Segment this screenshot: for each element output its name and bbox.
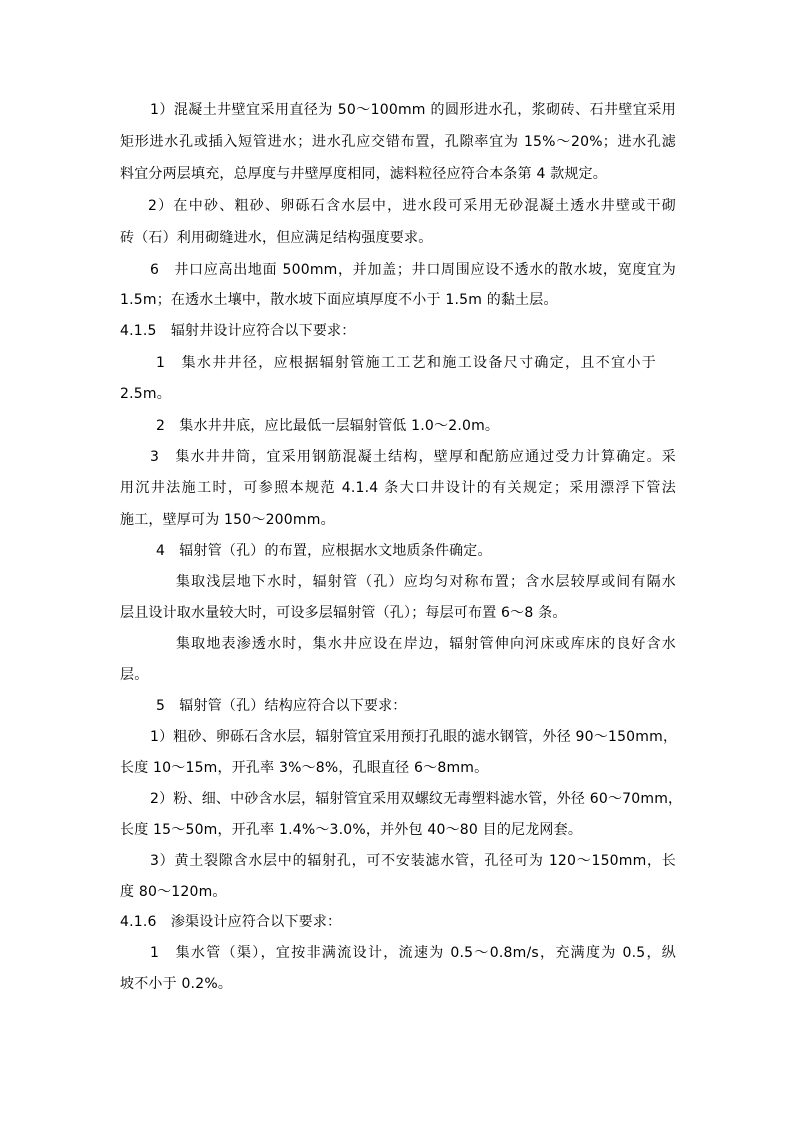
paragraph-line: 施工，壁厚可为 150～200mm。 xyxy=(120,512,335,528)
paragraph-line: 度 80～120m。 xyxy=(120,884,227,900)
paragraph-line: 用沉井法施工时，可参照本规范 4.1.4 条大口井设计的有关规定；采用漂浮下管法 xyxy=(120,480,676,496)
paragraph-line: 层且设计取水量较大时，可设多层辐射管（孔）；每层可布置 6～8 条。 xyxy=(120,605,567,621)
paragraph-line: 4 辐射管（孔）的布置，应根据水文地质条件确定。 xyxy=(156,543,492,559)
paragraph-line: 3 集水井井筒，宜采用钢筋混凝土结构，壁厚和配筋应通过受力计算确定。采 xyxy=(150,449,676,465)
paragraph-line: 集取浅层地下水时，辐射管（孔）应均匀对称布置；含水层较厚或间有隔水 xyxy=(176,574,676,590)
section-heading: 4.1.6 渗渠设计应符合以下要求： xyxy=(120,914,342,930)
paragraph-line: 集取地表渗透水时，集水井应设在岸边，辐射管伸向河床或库床的良好含水 xyxy=(176,636,676,652)
paragraph-line: 1）混凝土井壁宜采用直径为 50～100mm 的圆形进水孔，浆砌砖、石井壁宜采用 xyxy=(150,102,676,118)
paragraph-line: 长度 15～50m，开孔率 1.4%～3.0%，并外包 40～80 目的尼龙网套。 xyxy=(120,822,583,838)
paragraph-line: 1.5m；在透水土壤中，散水坡下面应填厚度不小于 1.5m 的黏土层。 xyxy=(120,292,558,308)
paragraph-line: 1）粗砂、卵砾石含水层，辐射管宜采用预打孔眼的滤水钢管，外径 90～150mm， xyxy=(150,729,678,745)
paragraph-line: 6 井口应高出地面 500mm，并加盖；井口周围应设不透水的散水坡，宽度宜为 xyxy=(150,262,676,278)
paragraph-line: 长度 10～15m，开孔率 3%～8%，孔眼直径 6～8mm。 xyxy=(120,760,489,776)
paragraph-line: 砖（石）利用砌缝进水，但应满足结构强度要求。 xyxy=(120,230,433,246)
paragraph-line: 2）在中砂、粗砂、卵砾石含水层中，进水段可采用无砂混凝土透水井壁或干砌 xyxy=(148,198,676,214)
paragraph-line: 2.5m。 xyxy=(120,386,171,402)
paragraph-line: 2）粉、细、中砂含水层，辐射管宜采用双螺纹无毒塑料滤水管，外径 60～70mm， xyxy=(150,791,683,807)
paragraph-line: 坡不小于 0.2%。 xyxy=(120,976,233,992)
paragraph-line: 矩形进水孔或插入短管进水；进水孔应交错布置，孔隙率宜为 15%～20%；进水孔滤 xyxy=(120,134,676,150)
paragraph-line: 5 辐射管（孔）结构应符合以下要求： xyxy=(156,698,407,714)
paragraph-line: 1 集水管（渠），宜按非满流设计，流速为 0.5～0.8m/s，充满度为 0.5，纵 xyxy=(150,945,676,961)
paragraph-line: 层。 xyxy=(120,667,149,683)
paragraph-line: 2 集水井井底，应比最低一层辐射管低 1.0～2.0m。 xyxy=(156,418,500,434)
section-heading: 4.1.5 辐射井设计应符合以下要求： xyxy=(120,323,356,339)
paragraph-line: 3）黄土裂隙含水层中的辐射孔，可不安装滤水管，孔径可为 120～150mm，长 xyxy=(150,853,676,869)
paragraph-line: 1 集水井井径，应根据辐射管施工工艺和施工设备尺寸确定，且不宜小于 xyxy=(156,355,656,371)
paragraph-line: 料宜分两层填充，总厚度与井壁厚度相同，滤料粒径应符合本条第 4 款规定。 xyxy=(120,166,608,182)
